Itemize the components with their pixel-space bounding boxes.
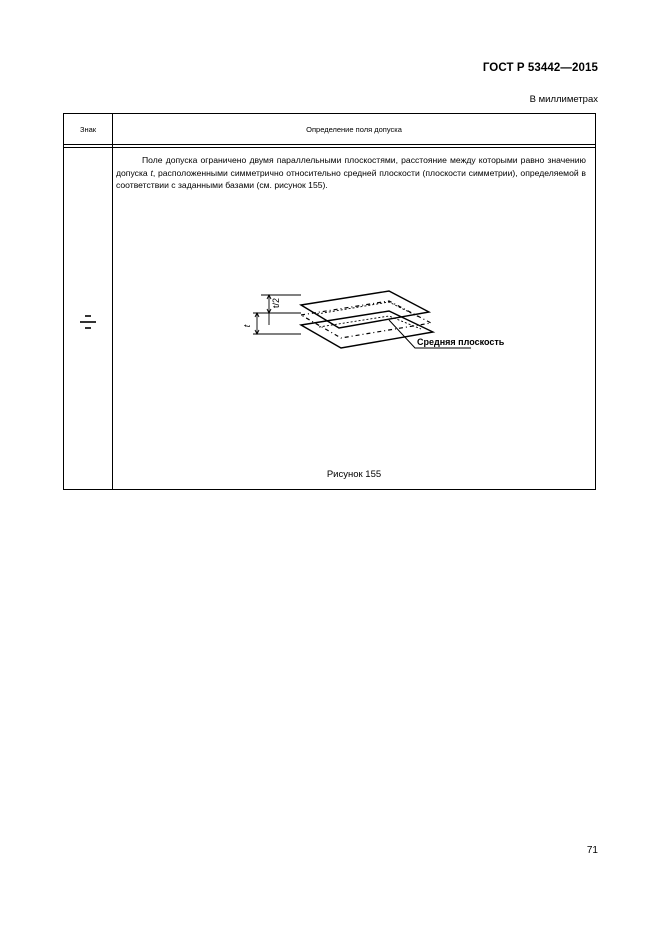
header-divider [64,144,595,145]
middle-plane [301,301,431,338]
doc-id: ГОСТ Р 53442—2015 [482,62,598,74]
header-sign: Знак [79,124,97,134]
header-divider-double [64,147,595,148]
tolerance-table [63,113,596,490]
definition-text-b: , расположенными симметрично относительно средней плоскости (плоскости симметрии), определяемой в соответствии с заданными базами (см. рисунок 155). [116,167,586,190]
page-number: 71 [586,845,598,856]
figure-caption: Рисунок 155 [326,469,382,480]
units-note: В миллиметрах [529,94,598,105]
header-definition: Определение поля допуска [306,124,402,134]
dim-label-half: t/2 [271,298,281,309]
dim-label-full: t [242,324,252,328]
tolerance-variable: t [150,167,153,178]
figure-155 [239,282,505,378]
callout-label: Средняя плоскость [417,337,505,347]
definition-text-a: Поле допуска ограничено двумя параллельными плоскостями, расстояние между которыми равно значению допуска [116,155,586,178]
column-divider [112,114,113,489]
symmetry-icon [78,314,98,330]
definition-text [116,154,586,192]
